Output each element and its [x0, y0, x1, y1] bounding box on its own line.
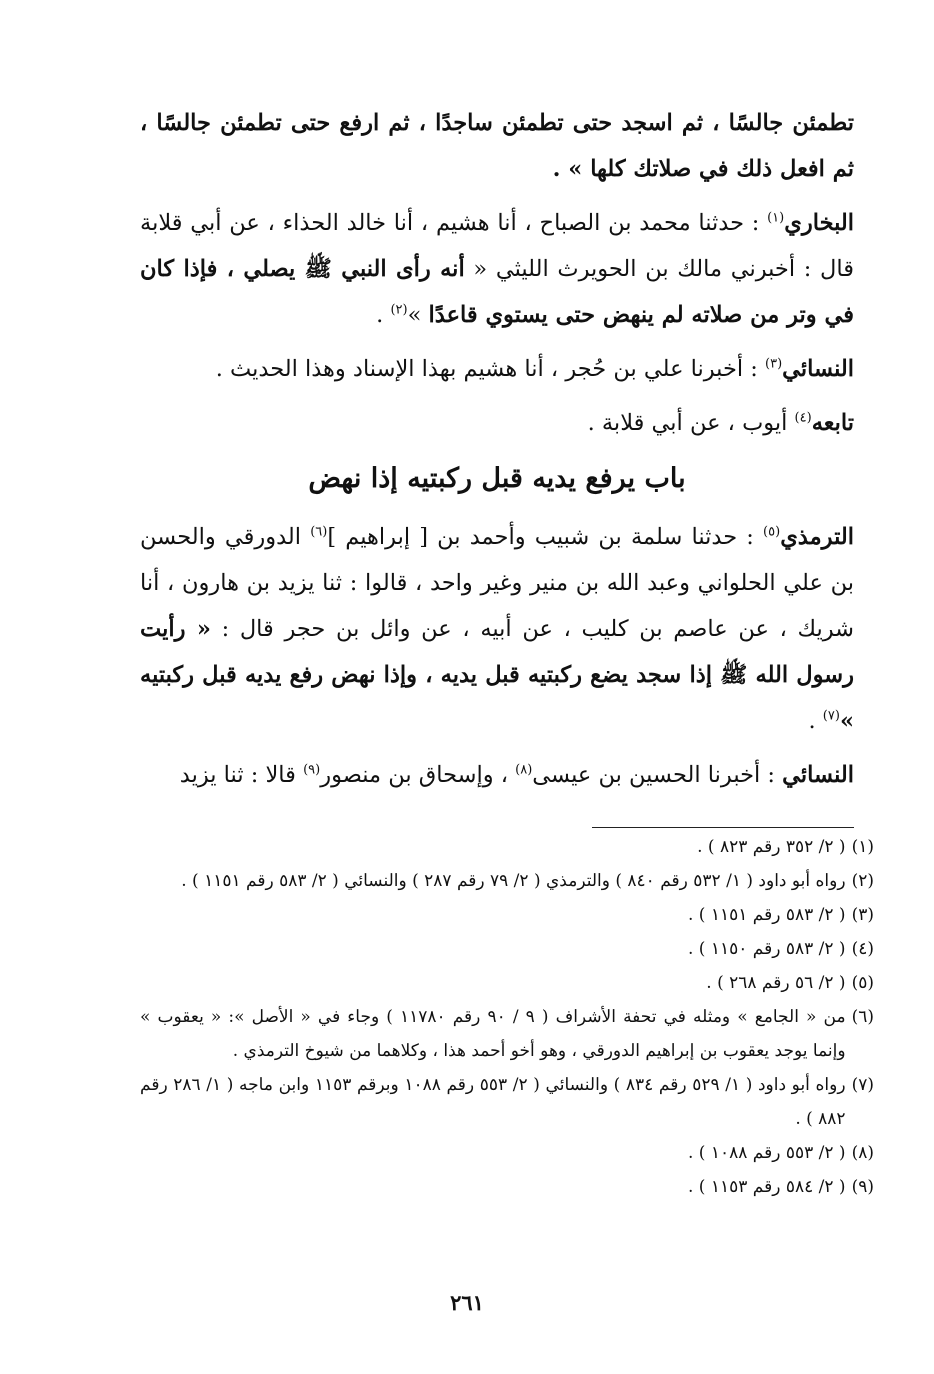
- text-segment: الدورقي والحسن بن علي الحلواني وعبد الله بن منير وغير واحد ، قالوا : ثنا يزيد بن هارون ، أنا شريك ، عن عاصم بن كليب ، عن أبيه ، عن وائل بن حجر قال :: [140, 524, 854, 642]
- footnote-number: (٨): [851, 1143, 874, 1163]
- text-segment: أنه رأى النبي ﷺ يصلي ، فإذا كان في وتر من صلاته لم ينهض حتى يستوي قاعدًا: [140, 256, 854, 328]
- footnote-text: ( ٢/ ٥٨٤ رقم ١١٥٣ ) .: [688, 1177, 846, 1197]
- footnote-text: ( ٢/ ٥٨٣ رقم ١١٥٠ ) .: [688, 939, 846, 959]
- text-segment: : حدثنا محمد بن الصباح ، أنا هشيم ، أنا خالد الحذاء ، عن أبي قلابة قال : أخبرني مالك بن الحويرث الليثي «: [140, 210, 854, 282]
- footnote-number: (١): [851, 837, 874, 857]
- text-segment: : أخبرنا علي بن حُجر ، أنا هشيم بهذا الإسناد وهذا الحديث .: [215, 356, 766, 382]
- footnote-number: (٧): [851, 1075, 874, 1095]
- text-segment: »: [407, 302, 429, 328]
- paragraph: [140, 752, 854, 798]
- footnote-marker: (٧): [822, 708, 840, 724]
- text-segment: .: [376, 302, 391, 328]
- footnote-marker: (١): [767, 210, 785, 226]
- text-segment: النسائي: [782, 356, 854, 382]
- text-segment: تطمئن جالسًا ، ثم اسجد حتى تطمئن ساجدًا ، ثم ارفع حتى تطمئن جالسًا ، ثم افعل ذلك في صلاتك كلها » .: [140, 110, 854, 182]
- footnote-text: رواه أبو داود ( ١/ ٥٣٢ رقم ٨٤٠ ) والترمذي ( ٢/ ٧٩ رقم ٢٨٧ ) والنسائي ( ٢/ ٥٨٣ رقم ١١٥١ ) .: [181, 871, 846, 891]
- footnote-text: ( ٢/ ٥٥٣ رقم ١٠٨٨ ) .: [688, 1143, 846, 1163]
- text-segment: الترمذي: [780, 524, 854, 550]
- footnote-separator: [592, 827, 854, 828]
- footnote: [140, 1000, 874, 1068]
- paragraph: [140, 346, 854, 392]
- footnote: [140, 1136, 874, 1170]
- text-segment: ، وإسحاق بن منصور: [320, 762, 516, 788]
- footnote-number: (٥): [851, 973, 874, 993]
- footnote: [140, 864, 874, 898]
- text-segment: « رأيت رسول الله ﷺ إذا سجد يضع ركبتيه قبل يديه ، وإذا نهض رفع يديه قبل ركبتيه »: [140, 616, 854, 734]
- text-segment: قالا : ثنا يزيد: [179, 762, 304, 788]
- footnote: [140, 830, 874, 864]
- paragraph: [140, 514, 854, 744]
- text-segment: .: [808, 708, 823, 734]
- chapter-heading: باب يرفع يديه قبل ركبتيه إذا نهض: [308, 463, 686, 494]
- paragraphs-before-heading: [140, 100, 854, 446]
- text-segment: النسائي: [782, 762, 854, 788]
- footnote-text: ( ٢/ ٥٨٣ رقم ١١٥١ ) .: [688, 905, 846, 925]
- paragraph: [140, 200, 854, 338]
- text-segment: أيوب ، عن أبي قلابة .: [587, 410, 795, 436]
- footnote-marker: (٢): [390, 302, 408, 318]
- main-text: [140, 100, 854, 806]
- text-segment: : حدثنا سلمة بن شبيب وأحمد بن [ إبراهيم ]: [327, 524, 764, 550]
- footnotes: [140, 830, 874, 1204]
- footnote-marker: (٩): [303, 762, 321, 778]
- footnote-text: ( ٢/ ٥٦ رقم ٢٦٨ ) .: [706, 973, 846, 993]
- footnote-text: من « الجامع » ومثله في تحفة الأشراف ( ٩ / ٩٠ رقم ١١٧٨٠ ) وجاء في « الأصل »: « يعقوب » وإنما يوجد يعقوب بن إبراهيم الدورقي ، وهو أخو أحمد هذا ، وكلاهما من شيوخ الترمذي .: [140, 1007, 846, 1061]
- footnote: [140, 1068, 874, 1136]
- footnote: [140, 1170, 874, 1204]
- footnote-text: ( ٢/ ٣٥٢ رقم ٨٢٣ ) .: [697, 837, 846, 857]
- page-number: ٢٦١: [450, 1290, 484, 1315]
- text-segment: البخاري: [784, 210, 854, 236]
- footnote-number: (٢): [851, 871, 874, 891]
- paragraph: [140, 400, 854, 446]
- footnote-number: (٩): [851, 1177, 874, 1197]
- footnote-marker: (٣): [765, 356, 783, 372]
- footnote-marker: (٤): [794, 410, 812, 426]
- footnote-marker: (٥): [763, 524, 781, 540]
- paragraph: [140, 100, 854, 192]
- footnote: [140, 932, 874, 966]
- footnote-number: (٤): [851, 939, 874, 959]
- footnote-marker: (٦): [310, 524, 328, 540]
- footnote-number: (٣): [851, 905, 874, 925]
- text-segment: تابعه: [811, 410, 854, 436]
- footnote-marker: (٨): [515, 762, 533, 778]
- text-segment: : أخبرنا الحسين بن عيسى: [532, 762, 783, 788]
- paragraphs-after-heading: [140, 514, 854, 798]
- footnote: [140, 966, 874, 1000]
- footnote-text: رواه أبو داود ( ١/ ٥٢٩ رقم ٨٣٤ ) والنسائي ( ٢/ ٥٥٣ رقم ١٠٨٨ وبرقم ١١٥٣ وابن ماجه ( ١/ ٢٨٦ رقم ٨٨٢ ) .: [140, 1075, 846, 1129]
- footnote-number: (٦): [851, 1007, 874, 1027]
- footnote: [140, 898, 874, 932]
